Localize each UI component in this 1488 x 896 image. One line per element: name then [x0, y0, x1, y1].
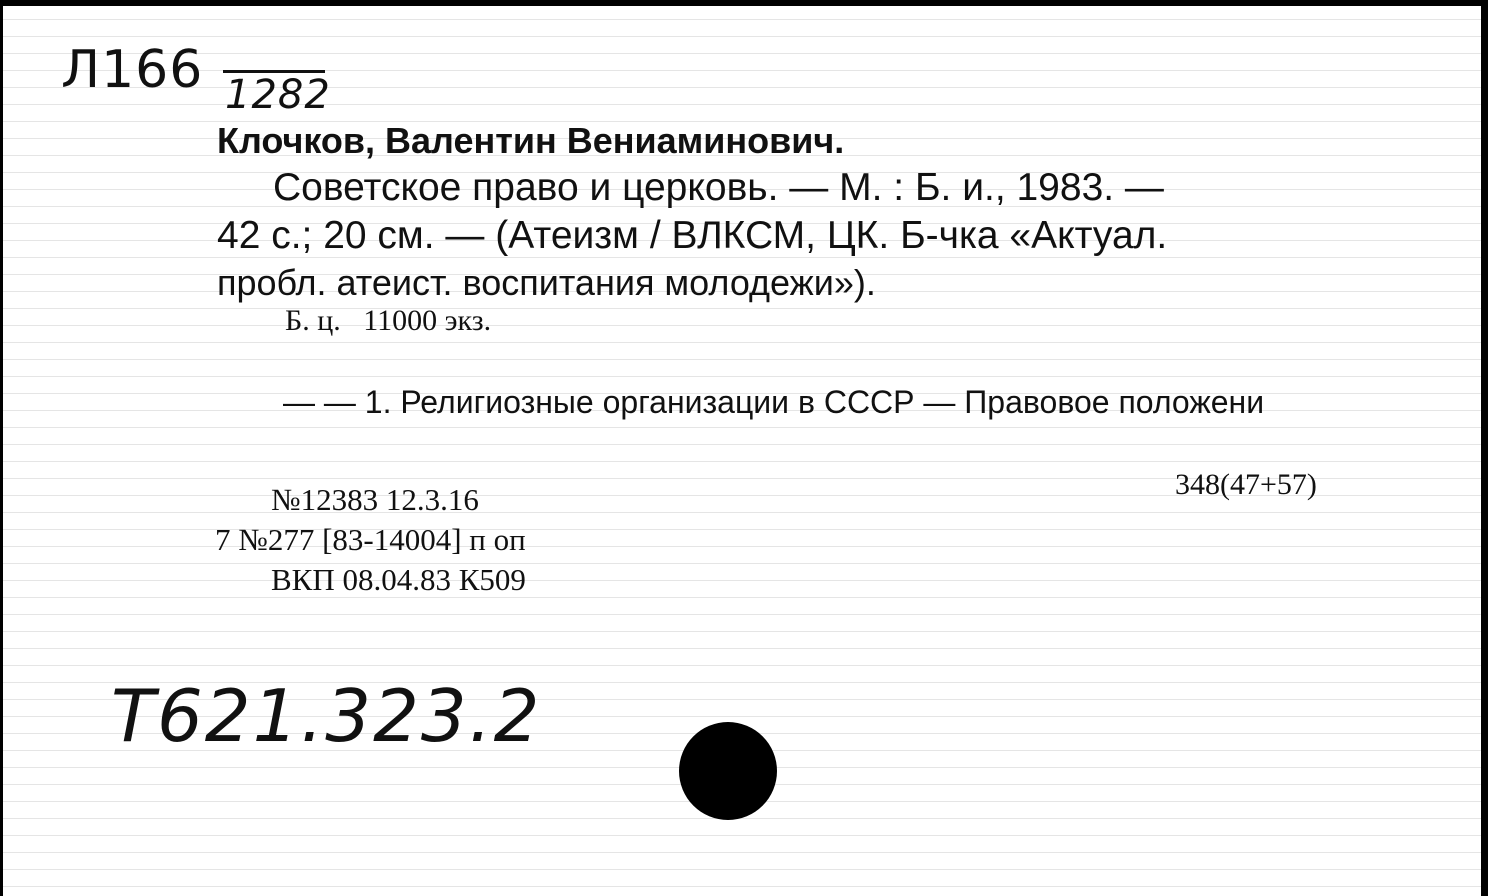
price-circulation-line: Б. ц. 11000 экз. [285, 304, 492, 337]
description-line-2: 42 с.; 20 см. — (Атеизм / ВЛКСМ, ЦК. Б-чка «Актуал. [217, 214, 1168, 257]
record-line-2: 7 №277 [83-14004] п оп [215, 522, 526, 557]
subject-heading: — — 1. Религиозные организации в СССР — Правовое положени [283, 384, 1265, 420]
handwritten-inventory-number: 1282 [225, 72, 331, 118]
description-line-3: пробл. атеист. воспитания молодежи»). [217, 262, 876, 303]
catalog-card [3, 6, 1481, 896]
handwritten-shelfmark: Т621.323.2 [111, 674, 542, 758]
record-line-3: ВКП 08.04.83 К509 [271, 562, 526, 597]
classification-code: 348(47+57) [1175, 468, 1317, 501]
record-line-1: №12383 12.3.16 [271, 482, 479, 517]
handwritten-call-number: Л166 [61, 40, 204, 100]
title-line: Советское право и церковь. — М. : Б. и., 1983. — [273, 166, 1164, 209]
author-heading: Клочков, Валентин Вениаминович. [217, 120, 845, 161]
punch-hole [679, 722, 777, 820]
